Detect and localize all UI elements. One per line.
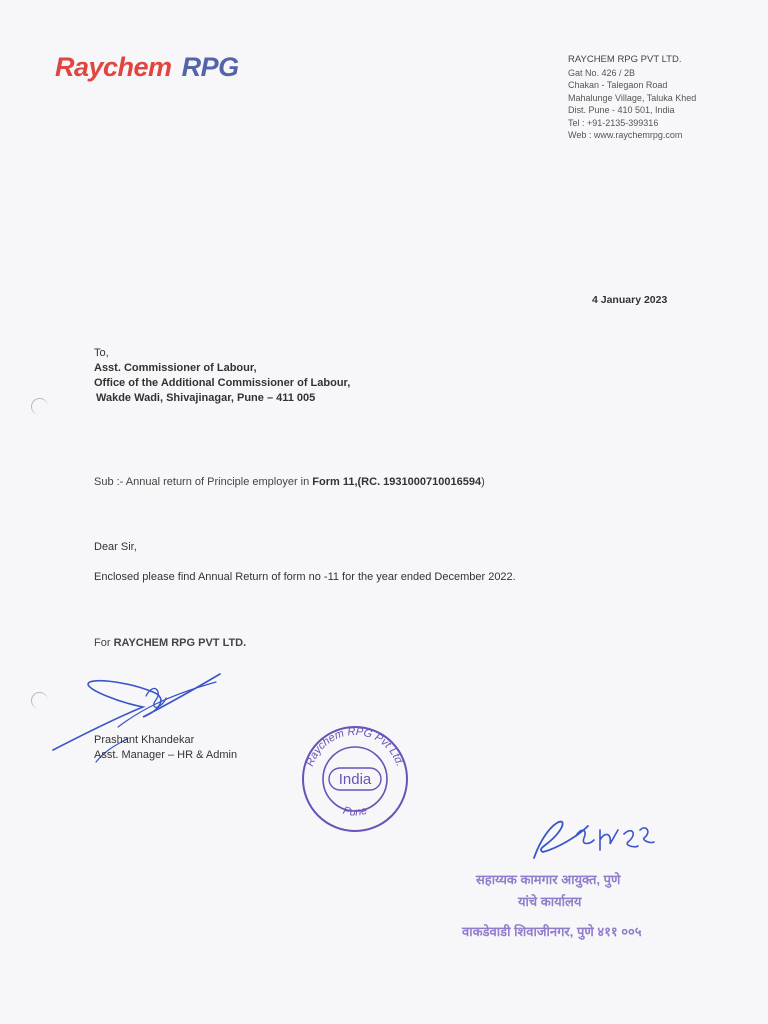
address-line: Mahalunge Village, Taluka Khed bbox=[568, 92, 697, 103]
signer-name: Prashant Khandekar bbox=[94, 734, 195, 746]
company-address bbox=[568, 54, 696, 142]
stamp-line: सहाय्यक कामगार आयुक्त, पुणे bbox=[476, 872, 621, 887]
subject-line bbox=[94, 476, 485, 488]
closing-line bbox=[94, 637, 246, 649]
closing-company: RAYCHEM RPG PVT LTD. bbox=[113, 637, 247, 649]
recipient-line: Wakde Wadi, Shivajinagar, Pune – 411 005 bbox=[96, 392, 316, 404]
seal-ring-text: Raychem RPG Pvt Ltd. bbox=[304, 725, 406, 769]
subject-suffix: ) bbox=[481, 476, 485, 488]
signer-title: Asst. Manager – HR & Admin bbox=[94, 749, 238, 761]
punch-hole-mark bbox=[31, 398, 48, 415]
subject-prefix: Sub :- Annual return of Principle employer in bbox=[94, 476, 313, 488]
address-line: Chakan - Talegaon Road bbox=[568, 80, 668, 90]
recipient-line: Asst. Commissioner of Labour, bbox=[94, 362, 257, 374]
letter-date: 4 January 2023 bbox=[592, 294, 668, 306]
stamp-line: वाकडेवाडी शिवाजीनगर, पुणे ४११ ००५ bbox=[462, 924, 642, 939]
punch-hole-mark bbox=[31, 692, 48, 709]
address-line: Web : www.raychemrpg.com bbox=[568, 130, 683, 140]
receipt-initials-signature bbox=[528, 808, 658, 868]
recipient-to: To, bbox=[94, 347, 109, 359]
address-line: Dist. Pune - 410 501, India bbox=[568, 105, 675, 115]
subject-form-ref: Form 11,(RC. 1931000710016594 bbox=[312, 476, 482, 488]
logo-rpg: RPG bbox=[181, 52, 239, 82]
company-logo bbox=[55, 52, 239, 83]
logo-raychem: Raychem bbox=[55, 52, 172, 82]
company-seal bbox=[295, 724, 415, 834]
signer-block bbox=[94, 733, 237, 763]
body-paragraph: Enclosed please find Annual Return of form no -11 for the year ended December 2022. bbox=[94, 571, 516, 583]
recipient-line: Office of the Additional Commissioner of Labour, bbox=[94, 377, 351, 389]
recipient-block bbox=[94, 346, 350, 406]
address-line: Gat No. 426 / 2B bbox=[568, 67, 636, 78]
address-line: RAYCHEM RPG PVT LTD. bbox=[568, 54, 682, 65]
seal-center-text: India bbox=[338, 771, 372, 788]
salutation: Dear Sir, bbox=[94, 541, 137, 553]
seal-bottom-text: Pune bbox=[341, 804, 369, 819]
closing-prefix: For bbox=[94, 637, 114, 649]
received-stamp bbox=[458, 862, 668, 952]
address-line: Tel : +91-2135-399316 bbox=[568, 117, 659, 128]
stamp-line: यांचे कार्यालय bbox=[518, 894, 582, 909]
